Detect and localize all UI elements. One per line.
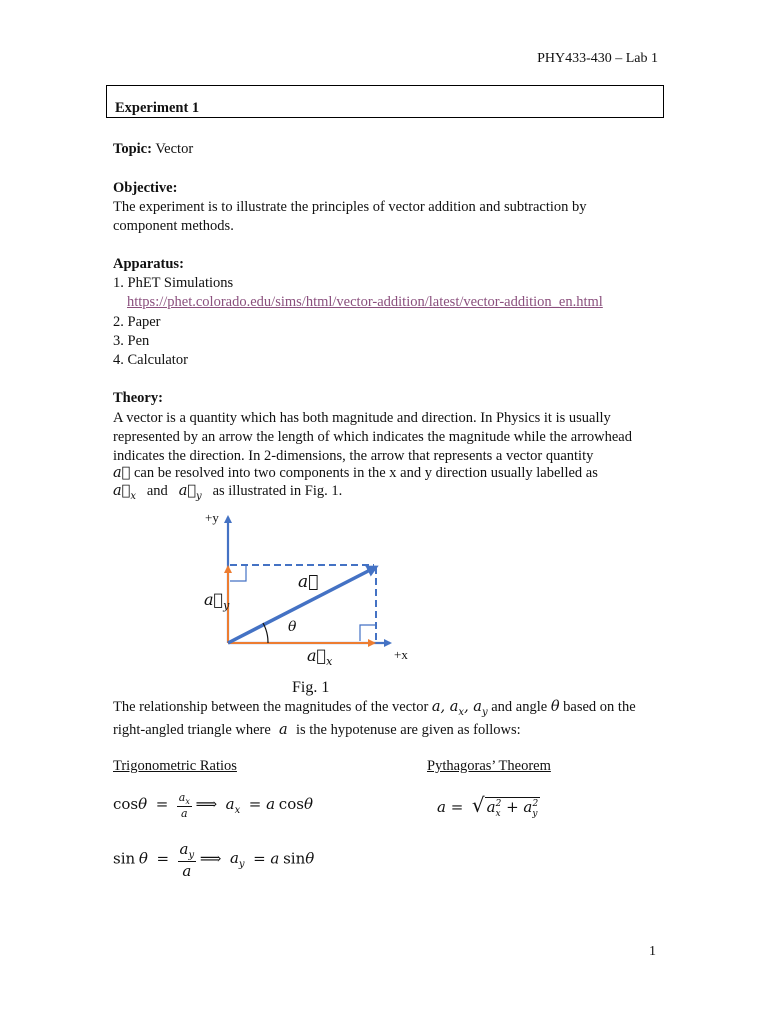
apparatus-item-1: 1. PhET Simulations [113,275,234,291]
experiment-title-box [106,85,664,118]
topic-label: Topic: [113,141,152,157]
vector-a-symbol: a⃗ [113,465,131,481]
figure-vector-a: a [298,572,319,592]
page-number: 1 [649,944,656,959]
figure-vector-ay: $a_y$ [204,590,230,613]
vector-list: a, $a_x$, $a_y$ [431,699,488,718]
theory-line-1: A vector is a quantity which has both magnitude and direction. In Physics it is usually [113,410,611,426]
vector-ay-symbol: $a⃗_y$ [178,483,202,502]
theory-and: and [146,483,168,499]
theory-line-5 [113,482,342,506]
relationship-line-2: right-angled triangle where a is the hypotenuse are given as follows: [113,722,521,738]
figure-theta: θ [288,619,297,635]
apparatus-item-4: 4. Calculator [113,352,188,368]
figure-vector-ax: $a_x$ [307,646,333,669]
theory-heading: Theory: [113,390,163,406]
vector-ax-symbol: $a⃗_x$ [113,483,136,502]
sin-formula: sin θ = $\frac{a_y}{a}$ ⟹ $a_y = a$ sinθ [113,840,315,880]
trig-heading: Trigonometric Ratios [113,758,237,774]
right-angle-top [230,565,246,581]
pythagoras-heading: Pythagoras’ Theorem [427,758,551,774]
phet-link-text[interactable]: https://phet.colorado.edu/sims/html/vector-addition/latest/vector-addition_en.html [127,294,603,310]
plus-x-label: +x [394,647,408,662]
phet-link[interactable] [127,293,603,313]
topic-line [113,140,193,160]
pythagoras-formula: a = √ $a_x^2 + a_y^2$ [437,793,539,819]
topic-value: Vector [151,141,194,157]
cos-formula: cosθ = $\frac{a_x}{a}$ ⟹ $a_x = a$ cosθ [113,791,313,821]
right-angle-bottom [360,625,376,641]
theory-line-4 [113,464,598,484]
theory-line-4-text: can be resolved into two components in the x and y direction usually labelled as [130,465,598,481]
plus-y-label: +y [205,510,219,525]
theory-line-5-end: as illustrated in Fig. 1. [212,483,343,499]
experiment-title: Experiment 1 [115,100,200,116]
figure-caption: Fig. 1 [292,679,330,696]
relationship-line-1: The relationship between the magnitudes of the vector a, $a_x$, $a_y$ and angle θ based on the [113,699,636,718]
apparatus-item-3: 3. Pen [113,333,150,349]
page-header: PHY433-430 – Lab 1 [537,51,658,66]
objective-heading: Objective: [113,180,178,196]
apparatus-heading: Apparatus: [113,256,184,272]
theory-line-2: represented by an arrow the length of which indicates the magnitude while the arrowhead [113,429,632,445]
objective-line-2: component methods. [113,218,234,234]
theory-line-3: indicates the direction. In 2-dimensions, the arrow that represents a vector quantity [113,448,594,464]
objective-line-1: The experiment is to illustrate the principles of vector addition and subtraction by [113,199,587,215]
apparatus-item-2: 2. Paper [113,314,161,330]
